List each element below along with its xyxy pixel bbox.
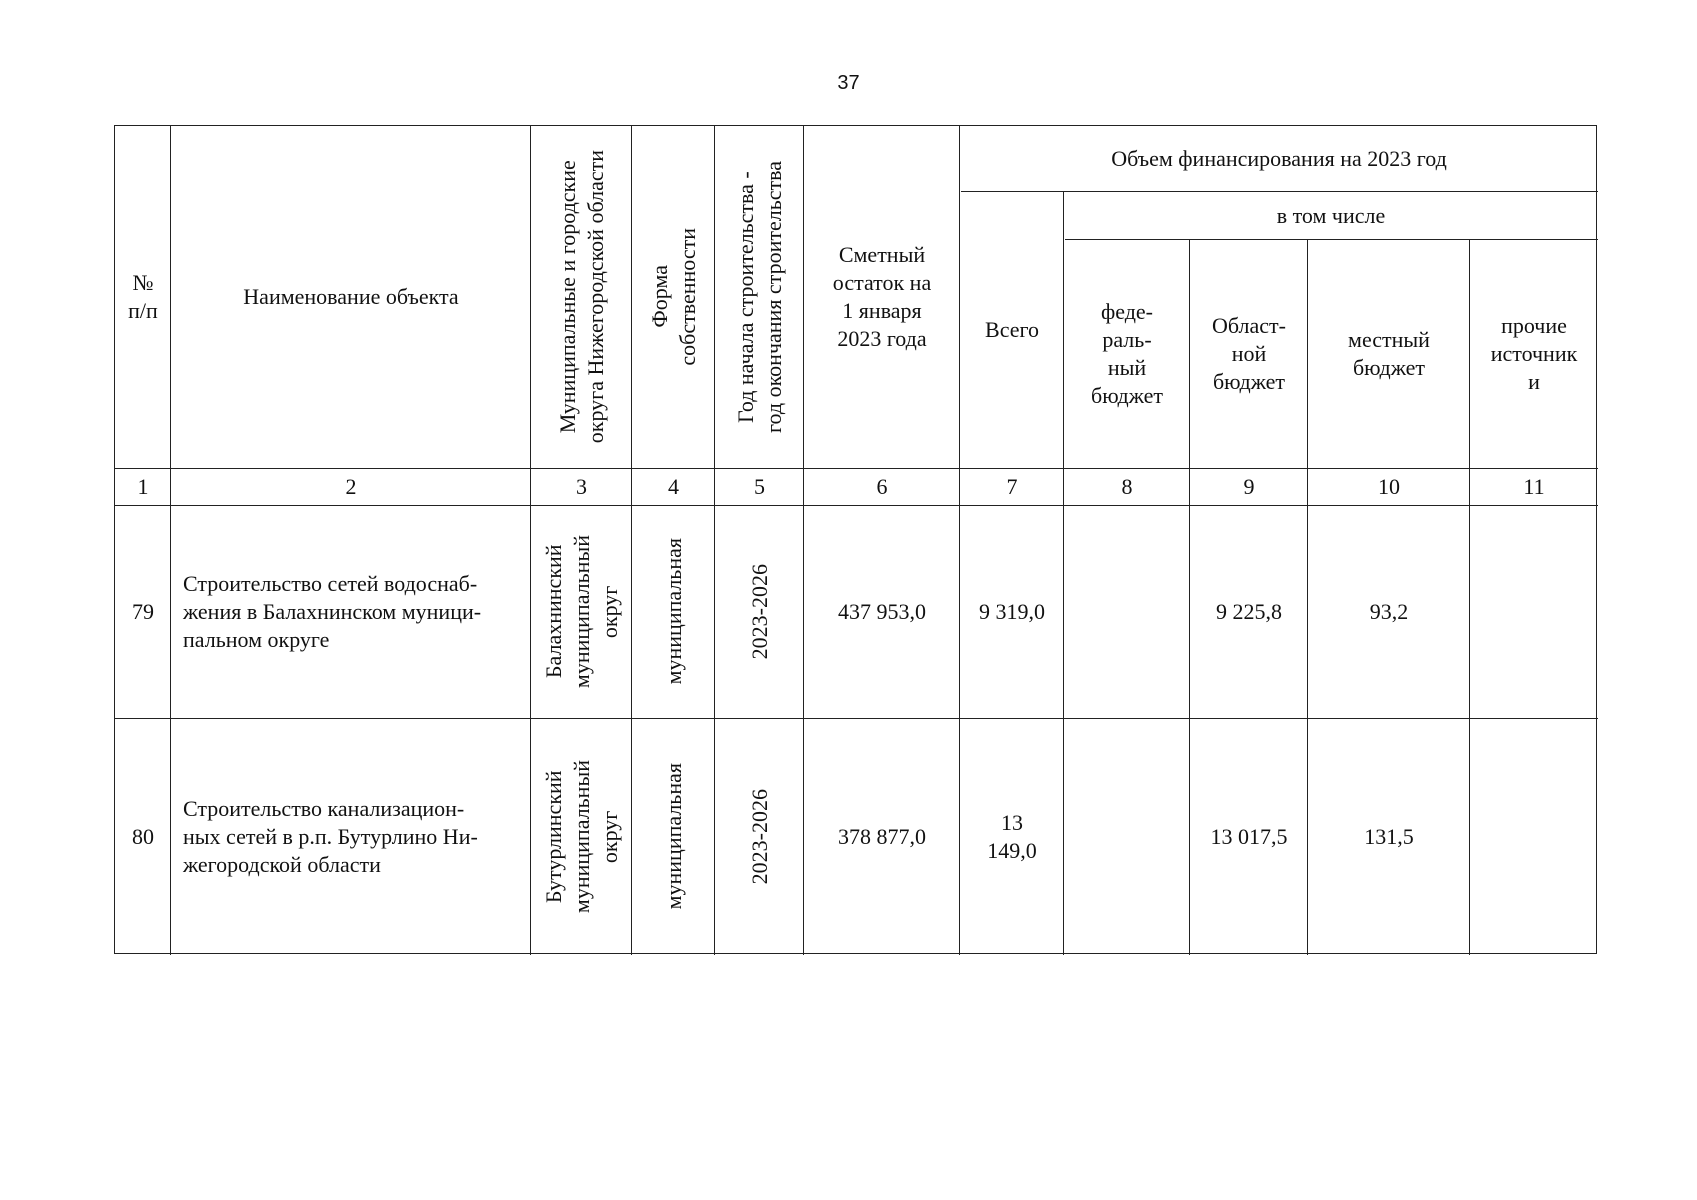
balance: 378 877,0 (838, 823, 926, 849)
header-years-cell (715, 126, 804, 468)
header-municipality: Муниципальные и городские округа Нижегородской области (554, 150, 608, 444)
local: 93,2 (1369, 598, 1409, 624)
municipality: Бутурлинский муниципальный округ (540, 759, 622, 914)
federal (1064, 718, 1190, 955)
header-balance: Сметный остаток на 1 января 2023 года (832, 242, 932, 351)
municipality: Балахнинский муниципальный округ (540, 534, 622, 689)
balance: 437 953,0 (838, 598, 926, 624)
column-number: 6 (876, 473, 888, 499)
header-years: Год начала строительства - год окончания строительства (732, 161, 786, 433)
header-object-name: Наименование объекта (243, 284, 459, 309)
regional: 9 225,8 (1216, 598, 1282, 624)
ownership-cell (632, 718, 715, 955)
header-number: № п/п (128, 270, 158, 323)
years-cell (715, 718, 804, 955)
column-number: 7 (1006, 473, 1018, 499)
column-number: 11 (1523, 473, 1545, 499)
ownership: муниципальная (660, 763, 686, 910)
total: 9 319,0 (979, 598, 1045, 624)
header-federal: феде- раль- ный бюджет (1091, 299, 1163, 408)
ownership-cell (632, 505, 715, 718)
ownership: муниципальная (660, 538, 686, 685)
header-ownership: Форма собственности (646, 228, 700, 366)
header-other: прочие источник и (1490, 313, 1578, 394)
years-cell (715, 505, 804, 718)
regional: 13 017,5 (1210, 823, 1288, 849)
page-number: 37 (837, 72, 860, 94)
other (1470, 505, 1598, 718)
funding-table (114, 125, 1597, 954)
column-number: 5 (754, 473, 765, 499)
row-number: 80 (132, 823, 154, 849)
header-regional: Област- ной бюджет (1212, 313, 1286, 394)
other (1470, 718, 1598, 955)
header-ownership-cell (632, 126, 715, 468)
header-local: местный бюджет (1348, 327, 1430, 380)
header-total: Всего (985, 317, 1039, 342)
row-number: 79 (132, 598, 154, 624)
federal (1064, 505, 1190, 718)
column-number: 8 (1121, 473, 1133, 499)
object-name: Строительство канализацион- ных сетей в р.п. Бутурлино Ни- жегородской области (183, 795, 478, 877)
column-number: 10 (1378, 473, 1400, 499)
header-funding-group: Объем финансирования на 2023 год (1111, 146, 1447, 171)
years: 2023-2026 (746, 563, 772, 660)
column-number: 4 (668, 473, 679, 499)
header-including: в том числе (1276, 203, 1386, 228)
column-number: 3 (576, 473, 587, 499)
local: 131,5 (1364, 823, 1414, 849)
column-number: 9 (1243, 473, 1255, 499)
object-name: Строительство сетей водоснаб- жения в Балахнинском муници- пальном округе (183, 570, 482, 652)
column-number: 2 (345, 473, 357, 499)
municipality-cell (531, 505, 632, 718)
total: 13 149,0 (987, 809, 1037, 863)
municipality-cell (531, 718, 632, 955)
column-number: 1 (137, 473, 149, 499)
years: 2023-2026 (746, 788, 772, 885)
header-municipality-cell (531, 126, 632, 468)
